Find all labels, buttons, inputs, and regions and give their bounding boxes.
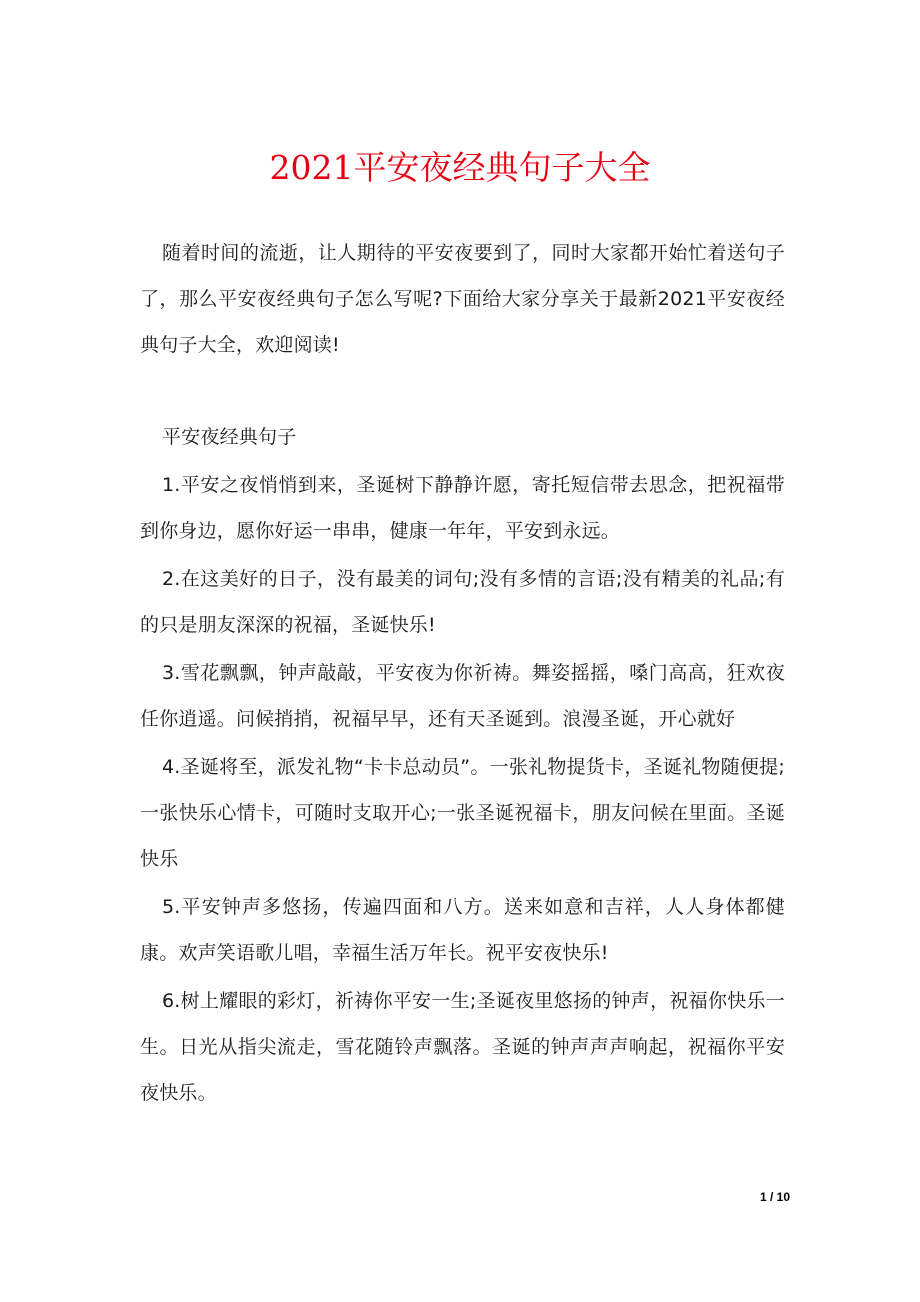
list-item: 2.在这美好的日子，没有最美的词句;没有多情的言语;没有精美的礼品;有的只是朋友深深的祝福，圣诞快乐!	[140, 568, 785, 636]
list-item: 3.雪花飘飘，钟声敲敲，平安夜为你祈祷。舞姿摇摇，嗓门高高，狂欢夜任你逍遥。问候捎捎，祝福早早，还有天圣诞到。浪漫圣诞，开心就好	[140, 662, 785, 730]
page-number: 1 / 10	[759, 1190, 790, 1204]
list-item: 5.平安钟声多悠扬，传遍四面和八方。送来如意和吉祥，人人身体都健康。欢声笑语歌儿唱，幸福生活万年长。祝平安夜快乐!	[140, 896, 785, 964]
list-item: 6.树上耀眼的彩灯，祈祷你平安一生;圣诞夜里悠扬的钟声，祝福你快乐一生。日光从指尖流走，雪花随铃声飘落。圣诞的钟声声声响起，祝福你平安夜快乐。	[140, 990, 785, 1104]
section-heading: 平安夜经典句子	[162, 426, 297, 448]
list-item: 1.平安之夜悄悄到来，圣诞树下静静许愿，寄托短信带去思念，把祝福带到你身边，愿你好运一串串，健康一年年，平安到永远。	[140, 474, 785, 542]
document-body	[140, 230, 785, 1116]
list-item: 4.圣诞将至，派发礼物“卡卡总动员”。一张礼物提货卡，圣诞礼物随便提;一张快乐心情卡，可随时支取开心;一张圣诞祝福卡，朋友问候在里面。圣诞快乐	[140, 756, 785, 870]
intro-paragraph: 随着时间的流逝，让人期待的平安夜要到了，同时大家都开始忙着送句子了，那么平安夜经典句子怎么写呢?下面给大家分享关于最新2021平安夜经典句子大全，欢迎阅读!	[140, 242, 785, 356]
document-title: 2021平安夜经典句子大全	[269, 148, 651, 187]
